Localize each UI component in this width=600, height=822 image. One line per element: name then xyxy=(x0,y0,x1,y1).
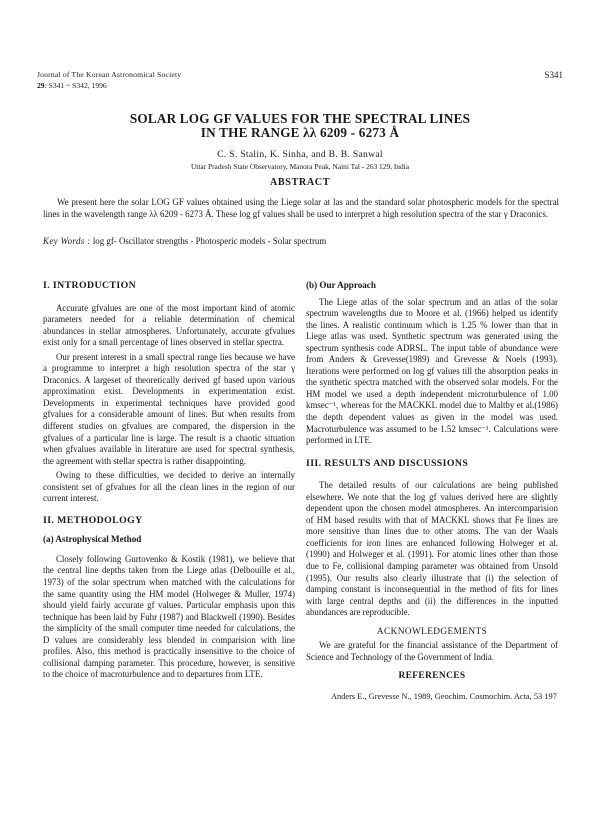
abstract-text: We present here the solar LOG GF values obtained using the Liege solar at las and the standard solar photospheric models for the spectral lines in the wavelength range λλ 6209 - 6273 Å. These log gf values shall be used to interpret a high resolution spectra of the star γ Draconics. xyxy=(43,197,559,219)
approach-paragraph: The Liege atlas of the solar spectrum and an atlas of the solar spectrum wavelengths due to Moore et al. (1966) helped us identify the lines. A realistic continuum which is 1.25 % lower than that in Liege atlas was used. Synthetic spectrum was generated using the spectrum synthesis code ADRSL. The input table of abundance were from Anders & Grevesse(1989) and Grevesse & Noels (1993). Iterations were performed on log gf values till the absorption peaks in the synthetic spectra matched with the observed solar models. For the HM model we used a depth independent microturbulence of 1.00 kmsec⁻¹, whereas for the MACKKL model due to Maltby et al.(1986) the depth dependent values as given in the model was used. Macroturbulence was assumed to be 1.52 kmsec⁻¹. Calculations were performed in LTE. xyxy=(306,296,558,446)
subsection-b-heading: (b) Our Approach xyxy=(306,280,376,290)
keywords xyxy=(43,236,559,246)
left-column xyxy=(43,280,295,681)
results-paragraph: The detailed results of our calculations are being published elsewhere. We note that the log gf values derived here are slightly dependent upon the chosen model atmospheres. An intercomparision of HM based results with that of MACKKL shows that Fe lines are more sensitive than lines due to other atoms. The van der Waals coefficients for iron lines are enhanced following Holweger et al. (1990) and Holweger et al. (1991). For atomic lines other than those due to Fe, collisional damping parameter was obtained from Unsold (1995). Our results also clearly illustrate that (i) the selection of damping constant is inconsequential in the method of fits for lines with large central depths and (ii) the differences in the inputted abundances are reproducible. xyxy=(306,480,558,618)
methodology-paragraph-1: Closely following Gurtovenko & Kostik (1981), we believe that the central line depths taken from the Liege atlas (Delbouille et al., 1973) of the solar spectrum when matched with the calculations for the same quantity using the HM model (Holweger & Muller, 1974) should yield fairly accurate gf values. Particular emphasis upon this technique has been laid by Fuhr (1987) and Blackwell (1990). Besides the simplicity of the small computer time needed for calculations, the D values are considerably less blended in comparision with line profiles. Also, this method is practically insensitive to the choice of collisional damping parameter. This procedure, however, is sensitive to the choice of macroturbulence and to departures from LTE. xyxy=(43,553,295,680)
acknowledgements-text: We are grateful for the financial assistance of the Department of Science and Technology of the Government of India. xyxy=(306,640,558,662)
affiliation: Uttar Pradesh State Observatory, Manora Peak, Naini Tal - 263 129, India xyxy=(190,162,410,171)
keywords-label: Key Words : xyxy=(43,236,91,246)
acknowledgements-heading: ACKNOWLEDGEMENTS xyxy=(376,626,488,637)
journal-header xyxy=(37,70,181,91)
paper-title xyxy=(30,112,570,139)
journal-pages: : S341 ~ S342, 1996 xyxy=(44,80,107,90)
title-line-1: SOLAR LOG GF VALUES FOR THE SPECTRAL LINES xyxy=(129,111,471,126)
journal-name: Journal of The Korean Astronomical Society xyxy=(37,70,182,79)
journal-volume-line xyxy=(37,81,181,92)
journal-volume: 29 xyxy=(37,80,45,90)
introduction-paragraph-1: Accurate gfvalues are one of the most important kind of atomic parameters needed for a reliable determination of chemical abundances in stellar atmospheres. Unfortunately, accurate gfvalues exist only for a small percentage of lines observed in stellar spectra. xyxy=(43,302,295,348)
subsection-a-heading: (a) Astrophysical Method xyxy=(43,534,142,545)
introduction-paragraph-2: Our present interest in a small spectral range lies because we have a programme to interpret a high resolution spectra of the star γ Draconics. A largeset of theoretically derived gf based upon various approximation exist. Developments in experimentation exist. Developments in experimental techniques have provided good gfvalues for a considerable amount of lines. But when results from different studies on gfvalues are compared, the dispersion in the gfvalues of a particular line is large. The result is a chaotic situation when gfvalues available in literature are used for spectral synthesis, the agreement with stellar spectra is rather disappointing. xyxy=(43,351,295,466)
page-number: S341 xyxy=(544,70,563,80)
right-column xyxy=(306,280,558,702)
author-list: C. S. Stalin, K. Sinha, and B. B. Sanwal xyxy=(217,149,383,160)
results-heading: III. RESULTS AND DISCUSSIONS xyxy=(306,457,469,469)
keywords-text: log gf- Oscillator strengths - Photosperic models - Solar spectrum xyxy=(92,236,327,246)
methodology-heading: II. METHODOLOGY xyxy=(43,514,143,526)
title-line-2: IN THE RANGE λλ 6209 - 6273 Å xyxy=(200,124,400,140)
introduction-paragraph-3: Owing to these difficulties, we decided to derive an internally consistent set of gfvalues for all the clean lines in the region of our current interest. xyxy=(43,470,295,504)
introduction-heading: I. INTRODUCTION xyxy=(43,280,137,291)
abstract-heading: ABSTRACT xyxy=(269,177,331,188)
references-heading: REFERENCES xyxy=(398,671,466,682)
reference-item: Anders E., Grevesse N., 1989, Geochim. Cosmochim. Acta, 53 197 xyxy=(331,691,557,701)
